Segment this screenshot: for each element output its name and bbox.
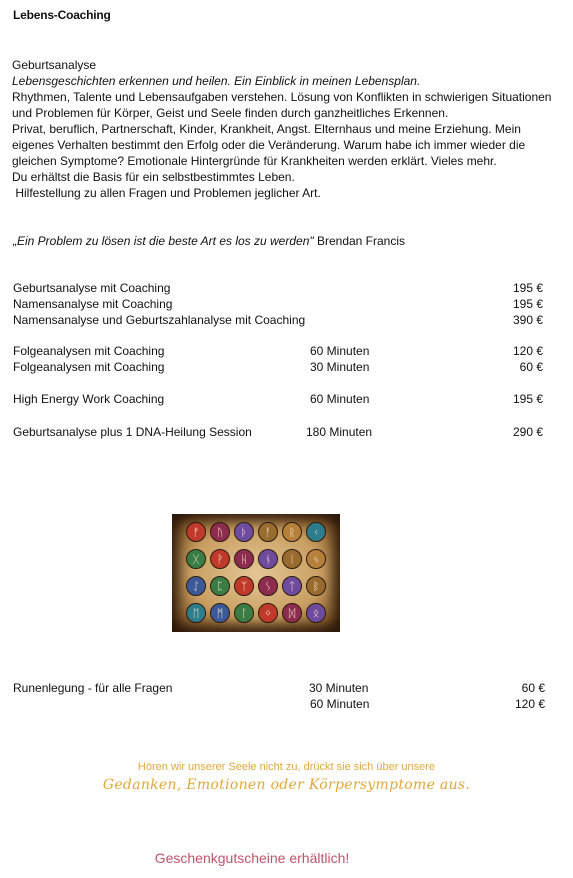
price-row xyxy=(13,297,543,313)
rune-glyph: ᚨ xyxy=(264,526,272,539)
rune-glyph: ᚺ xyxy=(240,553,248,566)
service-price: 290 € xyxy=(512,425,543,439)
price-row xyxy=(13,360,543,376)
footer-quote-line2: Gedanken, Emotionen oder Körpersymptome aus. xyxy=(102,777,471,793)
intro-line: Du erhältst die Basis für ein selbstbestimmtes Leben. xyxy=(12,170,295,184)
intro-line: und Problemen für Körper, Geist und Seele finden durch ganzheitliches Erkennen. xyxy=(12,106,449,120)
rune-glyph: ᛟ xyxy=(312,607,320,620)
price-row xyxy=(13,281,543,297)
rune-glyph: ᚾ xyxy=(264,553,272,566)
service-duration: 30 Minuten xyxy=(310,360,370,374)
rune-glyph: ᛏ xyxy=(288,580,296,593)
intro-line: eigenes Verhalten bestimmt den Erfolg oder die Veränderung. Warum habe ich immer wieder die xyxy=(12,138,526,152)
service-duration: 60 Minuten xyxy=(310,344,370,358)
rune-glyph: ᛚ xyxy=(240,607,248,620)
service-duration: 180 Minuten xyxy=(306,425,373,439)
rune-price: 120 € xyxy=(514,697,545,711)
rune-glyph: ᛞ xyxy=(288,607,296,620)
price-row xyxy=(13,313,543,329)
rune-glyph: ᛉ xyxy=(240,580,248,593)
service-price: 195 € xyxy=(512,281,543,295)
rune-price-row xyxy=(13,697,545,713)
rune-glyph: ᚲ xyxy=(312,526,320,539)
service-duration: 60 Minuten xyxy=(310,392,370,406)
rune-glyph: ᛊ xyxy=(264,580,272,593)
service-name: Folgeanalysen mit Coaching xyxy=(13,360,165,374)
intro-subtitle: Lebensgeschichten erkennen und heilen. Ein Einblick in meinen Lebensplan. xyxy=(12,74,421,88)
service-name: Namensanalyse mit Coaching xyxy=(13,297,173,311)
service-name: Geburtsanalyse mit Coaching xyxy=(13,281,171,295)
rune-glyph: ᛜ xyxy=(264,607,272,620)
rune-glyph: ᛗ xyxy=(216,607,224,620)
rune-glyph: ᚷ xyxy=(192,553,200,566)
service-price: 60 € xyxy=(519,360,543,374)
service-name: Folgeanalysen mit Coaching xyxy=(13,344,165,358)
intro-heading: Geburtsanalyse xyxy=(12,58,97,72)
intro-line: Rhythmen, Talente und Lebensaufgaben verstehen. Lösung von Konflikten in schwierigen Situationen xyxy=(12,90,552,104)
rune-glyph: ᛒ xyxy=(312,580,320,593)
intro-section xyxy=(12,57,562,201)
rune-glyph: ᚢ xyxy=(216,526,224,539)
rune-glyph: ᛇ xyxy=(192,580,200,593)
service-name: Namensanalyse und Geburtszahlanalyse mit Coaching xyxy=(13,313,306,327)
rune-glyph: ᛈ xyxy=(216,580,224,593)
rune-stones-graphic xyxy=(172,514,340,632)
rune-price: 60 € xyxy=(521,681,545,695)
price-row xyxy=(13,344,543,360)
rune-price-row xyxy=(13,681,545,697)
rune-duration: 30 Minuten xyxy=(309,681,369,695)
service-price: 390 € xyxy=(512,313,543,327)
rune-glyph: ᛁ xyxy=(288,553,296,566)
intro-line: Hilfestellung zu allen Fragen und Problemen jeglicher Art. xyxy=(12,186,321,200)
rune-service-name: Runenlegung - für alle Fragen xyxy=(13,681,173,695)
quote-author: Brendan Francis xyxy=(316,234,406,248)
rune-glyph: ᛃ xyxy=(312,553,320,566)
rune-glyph: ᚠ xyxy=(192,526,200,539)
service-price: 195 € xyxy=(512,297,543,311)
rune-glyph: ᚹ xyxy=(216,553,224,566)
price-row xyxy=(13,392,543,408)
rune-glyph: ᛖ xyxy=(192,607,200,620)
quote-text: „Ein Problem zu lösen ist die beste Art es los zu werden" xyxy=(13,234,314,248)
service-name: High Energy Work Coaching xyxy=(13,392,165,406)
service-name: Geburtsanalyse plus 1 DNA-Heilung Session xyxy=(13,425,252,439)
service-price: 120 € xyxy=(512,344,543,358)
gift-voucher-note: Geschenkgutscheine erhältlich! xyxy=(154,850,350,866)
price-row xyxy=(13,425,543,441)
rune-glyph: ᚦ xyxy=(240,526,248,539)
footer-quote-line1: Hören wir unserer Seele nicht zu, drückt sie sich über unsere xyxy=(137,761,436,773)
intro-line: Privat, beruflich, Partnerschaft, Kinder, Krankheit, Angst. Elternhaus und meine Erziehung. Mein xyxy=(12,122,521,136)
service-price: 195 € xyxy=(512,392,543,406)
quote xyxy=(13,234,405,248)
intro-line: gleichen Symptome? Emotionale Hintergründe für Krankheiten werden erklärt. Vieles mehr. xyxy=(12,154,497,168)
rune-stones-image xyxy=(172,514,340,632)
rune-glyph: ᚱ xyxy=(288,526,296,539)
rune-duration: 60 Minuten xyxy=(310,697,370,711)
page-title: Lebens-Coaching xyxy=(13,8,111,22)
